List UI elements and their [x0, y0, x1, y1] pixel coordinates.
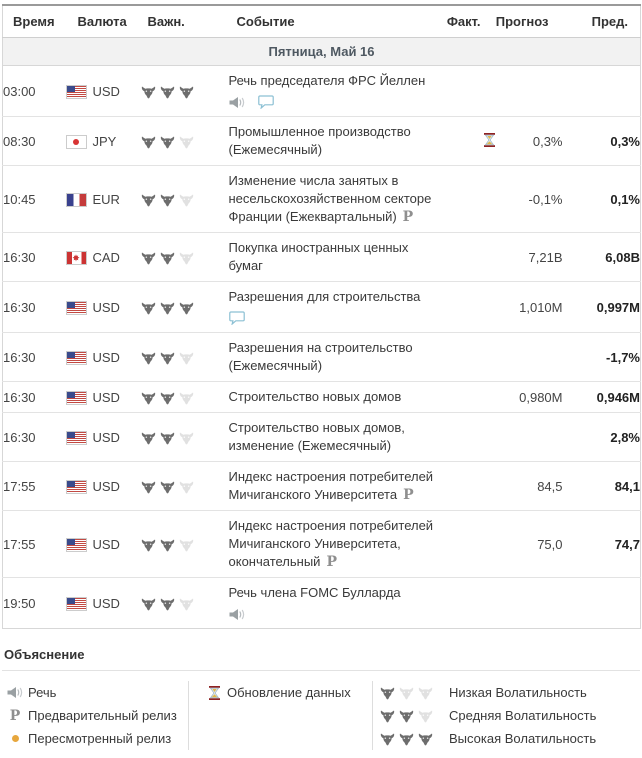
event-title: Речь члена FOMC Булларда — [228, 585, 401, 600]
bull-icon — [399, 710, 414, 723]
legend-item-label: Обновление данных — [227, 685, 351, 700]
legend-item — [2, 704, 188, 727]
preliminary-icon: P — [9, 707, 21, 724]
legend-section — [2, 643, 640, 758]
event-indicator-icons — [229, 310, 441, 326]
event-title: Промышленное производство (Ежемесячный) — [228, 124, 411, 157]
header-previous: Пред. — [563, 5, 641, 38]
legend-col-volatility — [372, 681, 640, 750]
previous-cell: 2,8% — [563, 413, 641, 462]
currency-cell — [67, 166, 141, 233]
legend-item-label: Речь — [28, 685, 57, 700]
currency-code: USD — [92, 84, 120, 100]
bull-icon — [141, 598, 156, 611]
event-title: Изменение числа занятых в несельскохозяйственном секторе Франции (Ежеквартальный) — [228, 173, 432, 224]
legend-col-release-marks — [2, 681, 188, 750]
importance-cell — [141, 333, 229, 382]
date-header-label: Пятница, Май 16 — [3, 38, 641, 66]
flag-canada-icon — [67, 252, 86, 264]
actual-cell — [441, 413, 495, 462]
currency-code: CAD — [92, 250, 120, 266]
currency-cell — [67, 333, 141, 382]
time-cell: 17:55 — [3, 511, 67, 578]
bull-icon — [380, 733, 395, 746]
time-cell: 16:30 — [3, 233, 67, 282]
bull-icon — [179, 302, 194, 315]
importance-cell — [141, 578, 229, 629]
date-header-row — [3, 38, 641, 66]
header-actual: Факт. — [441, 5, 495, 38]
currency-cell — [67, 382, 141, 413]
bull-icon — [160, 598, 175, 611]
flag-france-icon — [67, 194, 86, 206]
time-cell: 16:30 — [3, 333, 67, 382]
bull-icon — [160, 252, 175, 265]
event-title: Индекс настроения потребителей Мичиганского Университета — [228, 469, 434, 502]
forecast-cell: 75,0 — [495, 511, 563, 578]
legend-title: Объяснение — [2, 643, 640, 671]
bull-icon — [179, 86, 194, 99]
event-title: Строительство новых домов, изменение (Ежемесячный) — [228, 420, 405, 453]
currency-cell — [67, 578, 141, 629]
event-row[interactable] — [3, 511, 641, 578]
preliminary-icon: P — [402, 209, 414, 225]
actual-cell — [441, 117, 495, 166]
bull-icon — [141, 302, 156, 315]
currency-code: USD — [92, 300, 120, 316]
flag-us-icon — [67, 352, 86, 364]
previous-cell: 84,1 — [563, 462, 641, 511]
currency-code: USD — [92, 390, 120, 406]
currency-cell — [67, 117, 141, 166]
importance-cell — [141, 166, 229, 233]
forecast-cell: 0,3% — [495, 117, 563, 166]
event-row[interactable] — [3, 166, 641, 233]
event-row[interactable] — [3, 382, 641, 413]
hourglass-icon — [209, 686, 220, 700]
flag-us-icon — [67, 392, 86, 404]
bull-icon — [141, 136, 156, 149]
forecast-cell — [495, 413, 563, 462]
time-cell: 19:50 — [3, 595, 36, 611]
currency-cell — [67, 511, 141, 578]
previous-cell: -1,7% — [563, 333, 641, 382]
comment-icon[interactable] — [258, 95, 274, 109]
event-row[interactable] — [3, 462, 641, 511]
speech-icon — [7, 686, 24, 699]
header-currency: Валюта — [67, 5, 141, 38]
currency-cell — [67, 413, 141, 462]
bull-icon — [141, 86, 156, 99]
legend-item — [380, 704, 640, 727]
volatility-bulls — [380, 685, 437, 700]
flag-us-icon — [67, 86, 86, 98]
currency-cell — [67, 66, 141, 117]
speech-icon — [229, 608, 246, 621]
previous-cell: 0,1% — [563, 166, 641, 233]
bull-icon — [179, 481, 194, 494]
previous-cell — [563, 66, 641, 117]
previous-cell: 74,7 — [563, 511, 641, 578]
event-row[interactable] — [3, 117, 641, 166]
legend-item — [201, 681, 372, 704]
event-row[interactable] — [3, 66, 641, 117]
importance-cell — [141, 233, 229, 282]
currency-cell — [67, 462, 141, 511]
calendar-body — [3, 38, 641, 629]
forecast-cell: 84,5 — [495, 462, 563, 511]
actual-cell — [441, 66, 495, 117]
bull-icon — [141, 252, 156, 265]
currency-code: USD — [92, 596, 120, 612]
event-cell — [229, 413, 441, 462]
actual-cell — [441, 462, 495, 511]
legend-item-label: Предварительный релиз — [28, 708, 177, 723]
currency-cell — [67, 233, 141, 282]
actual-cell — [441, 382, 495, 413]
maple-leaf-icon — [72, 254, 80, 262]
event-indicator-icons — [229, 94, 441, 110]
header-importance: Важн. — [141, 5, 229, 38]
event-row[interactable] — [3, 233, 641, 282]
currency-code: USD — [92, 479, 120, 495]
event-cell — [229, 233, 441, 282]
legend-columns — [2, 671, 640, 758]
forecast-cell — [495, 66, 563, 117]
bull-icon — [179, 392, 194, 405]
bull-icon — [141, 481, 156, 494]
preliminary-icon: P — [326, 554, 337, 570]
actual-cell — [441, 282, 495, 333]
bull-icon — [160, 539, 175, 552]
event-title: Индекс настроения потребителей Мичиганского Университета, окончательный — [228, 518, 434, 569]
currency-code: USD — [92, 350, 120, 366]
bull-icon — [160, 352, 175, 365]
bull-icon — [418, 687, 433, 700]
bull-icon — [160, 86, 175, 99]
event-title: Строительство новых домов — [228, 389, 402, 404]
bull-icon — [418, 733, 433, 746]
bull-icon — [179, 598, 194, 611]
event-cell — [229, 282, 441, 333]
legend-item-label: Высокая Волатильность — [449, 731, 597, 746]
event-cell — [229, 333, 441, 382]
calendar-header — [3, 5, 641, 38]
bull-icon — [160, 194, 175, 207]
event-indicator-icons — [229, 606, 441, 622]
bull-icon — [160, 432, 175, 445]
bull-icon — [399, 733, 414, 746]
currency-code: USD — [92, 537, 120, 553]
forecast-cell: -0,1% — [495, 166, 563, 233]
flag-us-icon — [67, 539, 86, 551]
flag-us-icon — [67, 598, 86, 610]
header-event: Событие — [229, 5, 441, 38]
importance-cell — [141, 413, 229, 462]
event-row[interactable] — [3, 282, 641, 333]
volatility-bulls — [380, 708, 437, 723]
header-time: Время — [3, 5, 67, 38]
time-cell: 16:30 — [3, 282, 67, 333]
event-title: Покупка иностранных ценных бумаг — [228, 240, 409, 273]
time-cell: 03:00 — [3, 66, 67, 117]
bull-icon — [160, 136, 175, 149]
event-cell — [229, 117, 441, 166]
bull-icon — [179, 539, 194, 552]
legend-item — [380, 727, 640, 750]
bull-icon — [179, 136, 194, 149]
bull-icon — [141, 539, 156, 552]
currency-code: EUR — [92, 192, 120, 208]
previous-cell: 0,946M — [563, 382, 641, 413]
hourglass-icon — [484, 133, 495, 147]
legend-item-label: Пересмотренный релиз — [28, 731, 172, 746]
flag-us-icon — [67, 302, 86, 314]
flag-us-icon — [67, 481, 86, 493]
event-row[interactable] — [3, 413, 641, 462]
event-cell — [229, 462, 441, 511]
bull-icon — [141, 352, 156, 365]
comment-icon[interactable] — [229, 311, 245, 325]
actual-cell — [441, 233, 495, 282]
bull-icon — [160, 392, 175, 405]
time-cell: 10:45 — [3, 166, 67, 233]
previous-cell — [563, 578, 641, 629]
forecast-cell: 7,21B — [495, 233, 563, 282]
flag-us-icon — [67, 432, 86, 444]
bull-icon — [160, 481, 175, 494]
flag-japan-icon — [67, 136, 86, 148]
bull-icon — [141, 432, 156, 445]
event-title: Речь председателя ФРС Йеллен — [228, 73, 426, 88]
legend-col-data-update — [188, 681, 372, 750]
bull-icon — [179, 352, 194, 365]
event-row[interactable] — [3, 333, 641, 382]
event-row[interactable] — [3, 578, 641, 629]
event-cell — [229, 578, 441, 629]
calendar-table — [2, 4, 641, 629]
previous-cell: 0,997M — [563, 282, 641, 333]
currency-code: JPY — [92, 134, 117, 150]
legend-item — [380, 681, 640, 704]
importance-cell — [141, 66, 229, 117]
bull-icon — [380, 710, 395, 723]
time-cell: 08:30 — [3, 117, 67, 166]
currency-cell — [67, 282, 141, 333]
importance-cell — [141, 462, 229, 511]
actual-cell — [441, 166, 495, 233]
time-cell: 16:30 — [3, 413, 67, 462]
forecast-cell: 0,980M — [495, 382, 563, 413]
currency-code: USD — [92, 430, 120, 446]
actual-cell — [441, 511, 495, 578]
legend-item-label: Средняя Волатильность — [449, 708, 597, 723]
actual-cell — [441, 333, 495, 382]
legend-item — [2, 681, 188, 704]
bull-icon — [141, 392, 156, 405]
event-cell — [229, 166, 441, 233]
bull-icon — [380, 687, 395, 700]
previous-cell: 6,08B — [563, 233, 641, 282]
bull-icon — [179, 194, 194, 207]
bull-icon — [179, 252, 194, 265]
event-title: Разрешения для строительства — [228, 289, 421, 304]
forecast-cell: 1,010M — [495, 282, 563, 333]
forecast-cell — [495, 578, 563, 629]
event-title: Разрешения на строительство (Ежемесячный) — [228, 340, 413, 373]
actual-cell — [441, 578, 495, 629]
forecast-cell — [495, 333, 563, 382]
importance-cell — [141, 117, 229, 166]
header-forecast: Прогноз — [495, 5, 563, 38]
bull-icon — [141, 194, 156, 207]
volatility-bulls — [380, 731, 437, 746]
event-cell — [229, 511, 441, 578]
bull-icon — [418, 710, 433, 723]
legend-item-label: Низкая Волатильность — [449, 685, 587, 700]
importance-cell — [141, 282, 229, 333]
importance-cell — [141, 511, 229, 578]
bull-icon — [399, 687, 414, 700]
speech-icon — [229, 96, 246, 109]
importance-cell — [141, 382, 229, 413]
time-cell: 16:30 — [3, 382, 67, 413]
legend-item — [2, 727, 188, 750]
previous-cell: 0,3% — [563, 117, 641, 166]
time-cell: 17:55 — [3, 462, 67, 511]
bull-icon — [160, 302, 175, 315]
revised-icon — [12, 735, 19, 742]
event-cell — [229, 382, 441, 413]
preliminary-icon: P — [403, 487, 414, 503]
bull-icon — [179, 432, 194, 445]
event-cell — [229, 66, 441, 117]
